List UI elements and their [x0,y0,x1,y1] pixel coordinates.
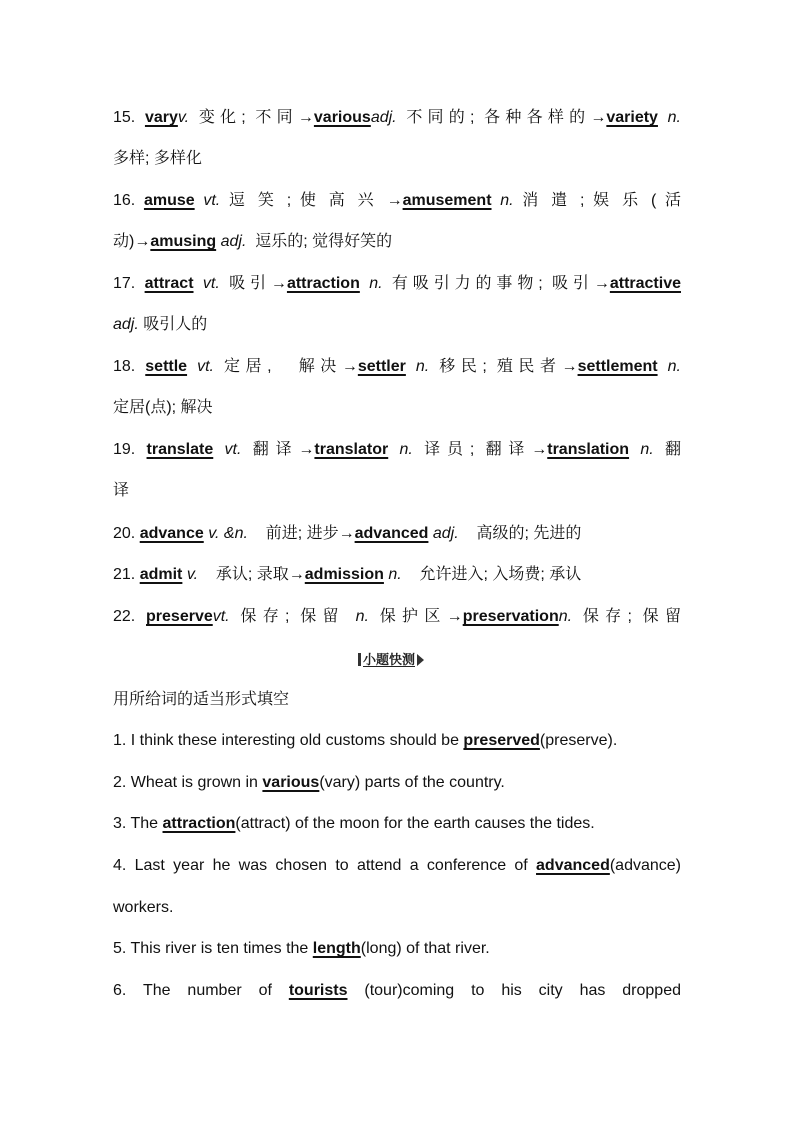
exercise-3 [113,812,681,836]
vocab-entry-15 [113,106,681,130]
meaning: 不同的; 各种各样的→ [406,109,607,126]
derived-word: translation [547,441,630,458]
exercise-text: 5. This river is ten times the [113,940,313,957]
exercise-text: (attract) of the moon for the earth causes the tides. [235,815,595,832]
entry-number: 18. [113,358,136,375]
meaning: 逗 笑 ; 使 高 兴 → [228,192,403,209]
meaning: 定居, 解决→ [223,358,358,375]
part-of-speech: n. [500,192,514,209]
answer: tourists [288,982,348,999]
part-of-speech: adj. [370,109,397,126]
meaning: 吸引→ [229,275,287,292]
exercise-5 [113,937,681,961]
meaning: 动)→ [113,233,151,250]
exercise-text: (long) of that river. [360,940,490,957]
meaning: 承认; 录取→ [215,566,305,583]
vocab-entry-15-cont [113,147,681,171]
vocab-entry-17-cont [113,313,681,337]
part-of-speech: n. [388,566,402,583]
headword: amuse [143,192,195,209]
exercise-text: (preserve). [539,732,618,749]
part-of-speech: n. [369,275,383,292]
answer: advanced [536,857,610,874]
meaning: 保护区→ [379,608,463,625]
vocab-entry-17 [113,272,681,296]
part-of-speech: vt. [203,192,221,209]
answer: preserved [463,732,540,749]
headword: vary [144,109,178,126]
entry-number: 20. [113,525,136,542]
part-of-speech: adj. [432,525,459,542]
vocab-entry-16 [113,189,681,213]
instruction-text: 用所给词的适当形式填空 [113,691,290,708]
meaning: 变化; 不同→ [198,109,314,126]
meaning: 高级的; 先进的 [476,525,582,542]
entry-number: 16. [113,192,136,209]
exercise-text: 3. The [113,815,163,832]
exercise-text: workers. [113,899,174,916]
part-of-speech: adj. [220,233,247,250]
derived-word: amusing [150,233,217,250]
headword: translate [146,441,214,458]
part-of-speech: n. [355,608,369,625]
exercise-text: 2. Wheat is grown in [113,774,263,791]
section-instruction [113,688,681,712]
part-of-speech: adj. [113,316,139,333]
exercise-text: 6. The number of [113,982,289,999]
triangle-right-icon [417,654,424,666]
meaning: 定居(点); 解决 [113,399,213,416]
meaning: 多样; 多样化 [113,150,202,167]
meaning: 允许进入; 入场费; 承认 [419,566,582,583]
part-of-speech: n. [667,358,681,375]
part-of-speech: n. [399,441,413,458]
vocab-entry-19-cont [113,479,681,503]
meaning: 译 [113,482,130,499]
derived-word: attraction [286,275,360,292]
part-of-speech: n. [415,358,430,375]
headword: advance [139,525,204,542]
entry-number: 22. [113,608,136,625]
vocab-entry-21 [113,563,681,587]
exercise-text: (advance) [609,857,681,874]
headword: settle [145,358,188,375]
derived-word: admission [304,566,384,583]
vocab-entry-20 [113,522,681,546]
derived-word: settler [357,358,406,375]
vocab-entry-16-cont [113,230,681,254]
entry-number: 21. [113,566,136,583]
part-of-speech: n. [558,608,573,625]
derived-word: amusement [402,192,492,209]
meaning: 保存; 保留 [240,608,345,625]
section-tag-label: 小题快测 [363,652,416,667]
meaning: 吸引人的 [143,316,208,333]
headword: preserve [146,608,213,625]
vocab-entry-18 [113,355,681,379]
exercise-4-cont [113,896,681,920]
exercise-1 [113,729,681,753]
vocab-entry-19 [113,438,681,462]
exercise-4 [113,854,681,878]
derived-word: translator [314,441,389,458]
answer: length [312,940,361,957]
derived-word: settlement [577,358,658,375]
part-of-speech: n. [640,441,654,458]
exercise-text: 1. I think these interesting old customs should be [113,732,464,749]
derived-word: preservation [462,608,559,625]
meaning: 有吸引力的事物; 吸引→ [391,275,610,292]
entry-number: 15. [113,109,136,126]
answer: various [262,774,320,791]
entry-number: 17. [113,275,136,292]
part-of-speech: v. [177,109,190,126]
part-of-speech: v. &n. [208,525,248,542]
meaning: 逗乐的; 觉得好笑的 [255,233,393,250]
exercise-2 [113,771,681,795]
vocab-entry-22 [113,605,681,629]
vocab-entry-18-cont [113,396,681,420]
meaning: 前进; 进步→ [265,525,355,542]
exercise-text: (vary) parts of the country. [319,774,505,791]
derived-word: various [313,109,371,126]
headword: admit [139,566,183,583]
part-of-speech: vt. [212,608,230,625]
meaning: 消 遣 ; 娱 乐 ( 活 [522,192,682,209]
headword: attract [144,275,194,292]
derived-word: attractive [609,275,681,292]
meaning: 译员; 翻译→ [424,441,548,458]
meaning: 移民; 殖民者→ [439,358,578,375]
exercise-text: 4. Last year he was chosen to attend a conference of [113,857,537,874]
part-of-speech: vt. [224,441,242,458]
section-tag [358,649,424,671]
derived-word: advanced [354,525,429,542]
exercise-text: (tour)coming to his city has dropped [347,982,681,999]
derived-word: variety [606,109,658,126]
bar-icon [358,653,361,666]
answer: attraction [162,815,236,832]
part-of-speech: vt. [197,358,214,375]
meaning: 翻译→ [252,441,315,458]
part-of-speech: v. [186,566,199,583]
meaning: 保存; 保留 [582,608,681,625]
exercise-6 [113,979,681,1003]
entry-number: 19. [113,441,136,458]
part-of-speech: vt. [202,275,220,292]
meaning: 翻 [664,441,681,458]
part-of-speech: n. [667,109,681,126]
